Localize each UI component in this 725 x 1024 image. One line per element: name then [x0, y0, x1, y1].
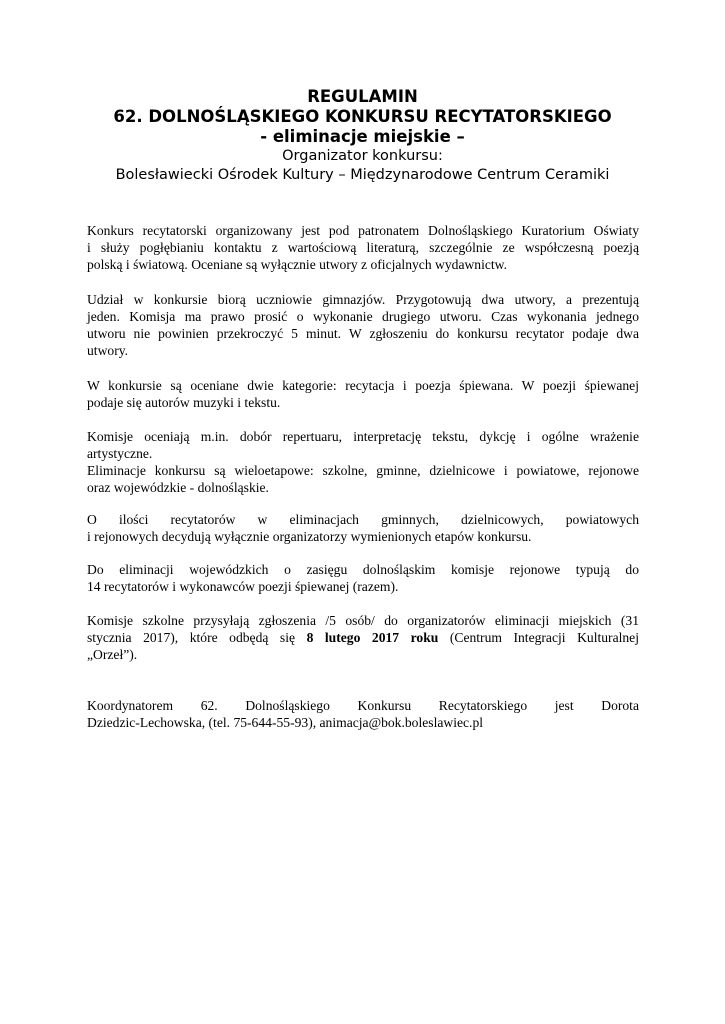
paragraph-line: Komisje oceniają m.in. dobór repertuaru, interpretację tekstu, dykcję i ogólne wrażenie [87, 429, 639, 444]
paragraph-line: Konkurs recytatorski organizowany jest pod patronatem Dolnośląskiego Kuratorium Oświaty [87, 223, 639, 238]
paragraph-line: Koordynatorem 62. Dolnośląskiego Konkursu Recytatorskiego jest Dorota [87, 698, 639, 713]
paragraph-line: 14 recytatorów i wykonawców poezji śpiewanej (razem). [87, 579, 399, 594]
paragraph-line: W konkursie są oceniane dwie kategorie: recytacja i poezja śpiewana. W poezji śpiewanej [87, 378, 639, 393]
organizer-name: Bolesławiecki Ośrodek Kultury – Międzynarodowe Centrum Ceramiki [115, 167, 610, 183]
document-title: REGULAMIN [307, 87, 418, 106]
paragraph-count [87, 511, 639, 545]
paragraph-line: i służy pogłębianiu kontaktu z wartościową literaturą, szczególnie ze współczesną poezją [87, 240, 639, 255]
paragraph-line: Komisje szkolne przysyłają zgłoszenia /5 osób/ do organizatorów eliminacji miejskich (31 [87, 613, 639, 628]
document-subtitle: 62. DOLNOŚLĄSKIEGO KONKURSU RECYTATORSKIEGO [113, 107, 612, 126]
document-stage: - eliminacje miejskie – [260, 127, 465, 146]
paragraph-line: jeden. Komisja ma prawo prosić o wykonanie drugiego utworu. Czas wykonania jednego [87, 309, 639, 324]
text-fragment: stycznia 2017), które odbędą się [87, 630, 307, 645]
paragraph-line: utwory. [87, 343, 129, 358]
paragraph-coordinator [87, 697, 639, 731]
paragraph-participation [87, 291, 639, 359]
paragraph-line: Udział w konkursie biorą uczniowie gimnazjów. Przygotowują dwa utwory, a prezentują [87, 292, 639, 307]
document-header [0, 87, 725, 185]
text-fragment: (Centrum Integracji Kulturalnej [438, 630, 639, 645]
paragraph-line: podaje się autorów muzyki i tekstu. [87, 395, 281, 410]
paragraph-voivodeship [87, 561, 639, 595]
paragraph-line: i rejonowych decydują wyłącznie organizatorzy wymienionych etapów konkursu. [87, 529, 532, 544]
paragraph-line: Eliminacje konkursu są wieloetapowe: szkolne, gminne, dzielnicowe i powiatowe, rejonowe [87, 463, 639, 478]
paragraph-line: artystyczne. [87, 446, 153, 461]
paragraph-line-with-date [87, 629, 639, 646]
paragraph-line: Do eliminacji wojewódzkich o zasięgu dolnośląskim komisje rejonowe typują do [87, 562, 639, 577]
paragraph-patronage [87, 222, 639, 273]
paragraph-line: O ilości recytatorów w eliminacjach gminnych, dzielnicowych, powiatowych [87, 512, 639, 527]
paragraph-line-contact: Dziedzic-Lechowska, (tel. 75-644-55-93), animacja@bok.boleslawiec.pl [87, 715, 484, 730]
paragraph-line: „Orzeł”). [87, 647, 138, 662]
paragraph-evaluation [87, 428, 639, 496]
paragraph-categories [87, 377, 639, 411]
event-date: 8 lutego 2017 roku [306, 630, 439, 645]
paragraph-line: polską i światową. Oceniane są wyłącznie utwory z oficjalnych wydawnictw. [87, 257, 508, 272]
organizer-label: Organizator konkursu: [282, 148, 443, 164]
paragraph-line: utworu nie powinien przekroczyć 5 minut. W zgłoszeniu do konkursu recytator podaje dwa [87, 326, 639, 341]
paragraph-applications [87, 612, 639, 663]
paragraph-line: oraz wojewódzkie - dolnośląskie. [87, 480, 269, 495]
